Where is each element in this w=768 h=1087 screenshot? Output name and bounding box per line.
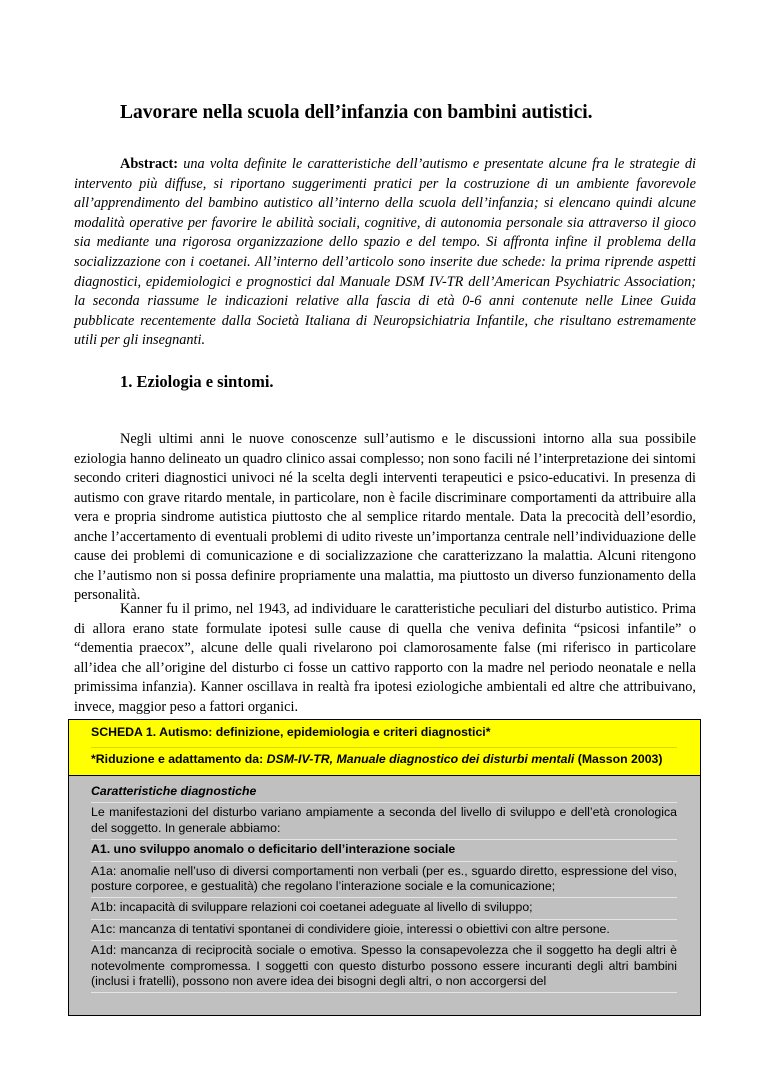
scheda-intro: Le manifestazioni del disturbo variano ampiamente a seconda del livello di sviluppo e dell’età cronologica del soggetto. In generale abbiamo: [91,803,677,840]
scheda-header [69,720,700,776]
scheda-box [68,719,701,1016]
section-heading: 1. Eziologia e sintomi. [120,372,274,391]
abstract [74,155,696,351]
scheda-title: SCHEDA 1. Autismo: definizione, epidemiologia e criteri diagnostici* [91,725,491,739]
criterion-a1: A1. uno sviluppo anomalo o deficitario dell’interazione sociale [91,840,677,861]
scheda-subheading: Caratteristiche diagnostiche [91,782,677,803]
scheda-source-work: DSM-IV-TR, Manuale diagnostico dei disturbi mentali [266,751,575,766]
criterion-item: A1c: mancanza di tentativi spontanei di condividere gioie, interessi o obiettivi con altre persone. [91,920,677,941]
scheda-source [91,747,677,768]
scheda-source-prefix: *Riduzione e adattamento da: [91,751,264,766]
scheda-source-suffix: (Masson 2003) [577,751,663,766]
body-paragraph: Kanner fu il primo, nel 1943, ad individuare le caratteristiche peculiari del disturbo autistico. Prima di allora erano state formulate ipotesi sulle cause di quella che veniva definita “psicosi infantile” o “dementia praecox”, alcune delle quali rivelarono poi clamorosamente false (mi riferisco in particolare all’idea che all’origine del disturbo ci fosse un cattivo rapporto con la madre nel periodo neonatale e nella primissima infanzia). Kanner oscillava in realtà fra ipotesi eziologiche ambientali ed altre che attribuivano, invece, maggior peso a fattori organici. [74,601,696,715]
criterion-item: A1d: mancanza di reciprocità sociale o emotiva. Spesso la consapevolezza che il soggetto ha degli altri è notevolmente compromessa. I soggetti con questo disturbo possono essere incuranti degli altri bambini (inclusi i fratelli), possono non avere idea dei bisogni degli altri, o non accorgersi del [91,941,677,993]
article-title: Lavorare nella scuola dell’infanzia con bambini autistici. [120,102,593,123]
body-paragraph: Negli ultimi anni le nuove conoscenze sull’autismo e le discussioni intorno alla sua possibile eziologia hanno delineato un quadro clinico assai complesso; non sono facili né l’interpretazione dei sintomi secondo criteri diagnostici univoci né la scelta degli interventi terapeutici e psico-educativi. In presenza di autismo con grave ritardo mentale, in particolare, non è facile discriminare comportamenti da attribuire alla vera e propria sindrome autistica piuttosto che al semplice ritardo mentale. Data la precocità dell’esordio, anche l’accertamento di eventuali problemi di udito riveste un’importanza centrale nell’individuazione delle cause dei problemi di comunicazione e di socializzazione che caratterizzano la malattia. Alcuni ritengono che l’autismo non si possa definire propriamente una malattia, ma piuttosto un diverso funzionamento della personalità. [74,431,696,603]
criterion-item: A1b: incapacità di sviluppare relazioni coi coetanei adeguate al livello di sviluppo; [91,898,677,919]
abstract-text: una volta definite le caratteristiche dell’autismo e presentate alcune fra le strategie di intervento più diffuse, si riportano suggerimenti pratici per la costruzione di un ambiente favorevole all’apprendimento del bambino autistico all’interno della scuola dell’infanzia; si elencano quindi alcune modalità operative per favorire le abilità sociali, cognitive, di autonomia personale sia attraverso il gioco sia mediante una rigorosa organizzazione dello spazio e del tempo. Si affronta infine il problema della socializzazione con i coetanei. All’interno dell’articolo sono inserite due schede: la prima riprende aspetti diagnostici, epidemiologici e prognostici dal Manuale DSM IV-TR dell’American Psychiatric Association; la seconda riassume le indicazioni relative alla fascia di età 0-6 anni contenute nelle Linee Guida pubblicate recentemente dalla Società Italiana di Neuropsichiatria Infantile, che risultano estremamente utili per gli insegnanti. [74,156,697,349]
criterion-item: A1a: anomalie nell’uso di diversi comportamenti non verbali (per es., sguardo diretto, espressione del viso, posture corporee, e gestualità) che regolano l’interazione sociale e la comunicazione; [91,862,677,899]
scheda-content [69,776,700,993]
abstract-label: Abstract: [120,156,178,172]
